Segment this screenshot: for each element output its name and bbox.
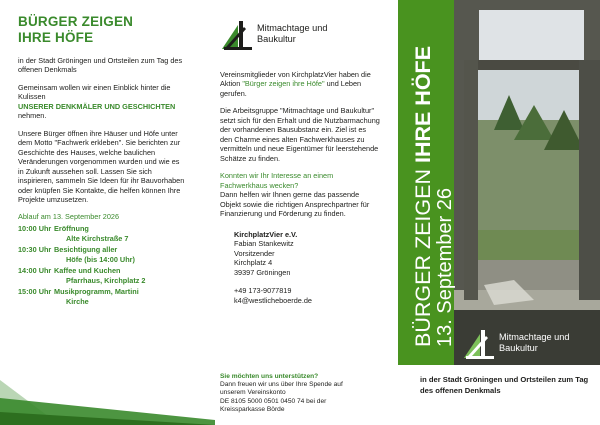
window-photo [454, 0, 600, 365]
schedule-item: 14:00 Uhr Kaffee und Kuchen Pfarrhaus, Kirchplatz 2 [18, 266, 146, 285]
intro-paragraph: Gemeinsam wollen wir einen Einblick hinter die Kulissen UNSERER DENKMÄLER UND GESCHICHTEN nehmen. [18, 82, 176, 121]
left-panel [18, 14, 186, 306]
intro-paragraph: Vereinsmitglieder von KirchplatzVier haben die Aktion "Bürger zeigen ihre Höfe" und Leben gerufen. [220, 70, 371, 98]
schedule-item: 15:00 Uhr Musikprogramm, Martini Kirche [18, 287, 139, 306]
schedule-heading: Ablauf am 13. September 2026 [18, 211, 120, 221]
email-address: k4@westlicheboerde.de [234, 295, 312, 305]
k4-logo-icon [220, 17, 254, 51]
cover-panel [398, 0, 600, 365]
workgroup-paragraph: Die Arbeitsgruppe "Mitmachtage und Baukultur" setzt sich für den Erhalt und die Nutzbarmachung der vorhandenen Bausubstanz ein. Ziel ist es den Charme eines alten Fachwerkhauses zu vermitteln und neue Eigentümer für leerstehende Schätze zu finden. [220, 106, 380, 163]
cover-tagline: in der Stadt Gröningen und Ortsteilen zum Tag des offenen Denkmals [420, 375, 589, 395]
phone-number: +49 173-9077819 [234, 286, 292, 296]
interest-paragraph: Konnten wir Ihr Interesse an einem Fachwerkhaus wecken? Dann helfen wir Ihnen gerne das passende Objekt sowie die richtigen Ansprechpartner für Finanzierung und Förderung zu finden. [220, 171, 370, 219]
contact-address: KirchplatzVier e.V. Fabian Stankewitz Vorsitzender Kirchplatz 4 39397 Gröningen [234, 229, 298, 277]
cover-logo: Mitmachtage und Baukultur [462, 326, 569, 360]
donation-box: Sie möchten uns unterstützen? Dann freuen wir uns über Ihre Spende auf unserem Vereinskonto DE 8105 5000 0501 0450 74 bei der Kreissparkasse Börde [220, 373, 343, 413]
body-paragraph: Unsere Bürger öffnen ihre Häuser und Höfe unter dem Motto "Fachwerk erkleben". Sie berichten zur Geschichte des Hauses, welche baulichen Veränderungen vorgenommen wurden und wie es in Zukunft aussehen soll. Lassen Sie sich inspirieren, sammeln Sie Ideen für ihr Bauvorhaben oder knüpfen Sie Kontakte, die helfen können Ihre Projekte umzusetzen. [18, 128, 185, 205]
intro-highlight: UNSERER DENKMÄLER UND GESCHICHTEN [18, 101, 176, 111]
schedule-list [18, 224, 186, 306]
flyer-subtitle: in der Stadt Gröningen und Ortsteilen zum Tag des offenen Denkmals [18, 55, 183, 75]
logo: Mitmachtage und Baukultur [220, 14, 380, 54]
schedule-item: 10:00 Uhr Eröffnung Alte Kirchstraße 7 [18, 224, 129, 243]
schedule-item: 10:30 Uhr Besichtigung aller Höfe (bis 14:00 Uhr) [18, 245, 135, 264]
cover-title: BÜRGER ZEIGEN IHRE HÖFE 13. September 26 [411, 45, 456, 347]
flyer-title: BÜRGER ZEIGEN IHRE HÖFE [18, 14, 134, 46]
contact-details [234, 286, 380, 305]
k4-logo-icon [462, 326, 496, 360]
middle-panel [220, 14, 380, 305]
cover-date: 13. September 26 [433, 188, 456, 347]
corner-decoration [0, 350, 215, 425]
